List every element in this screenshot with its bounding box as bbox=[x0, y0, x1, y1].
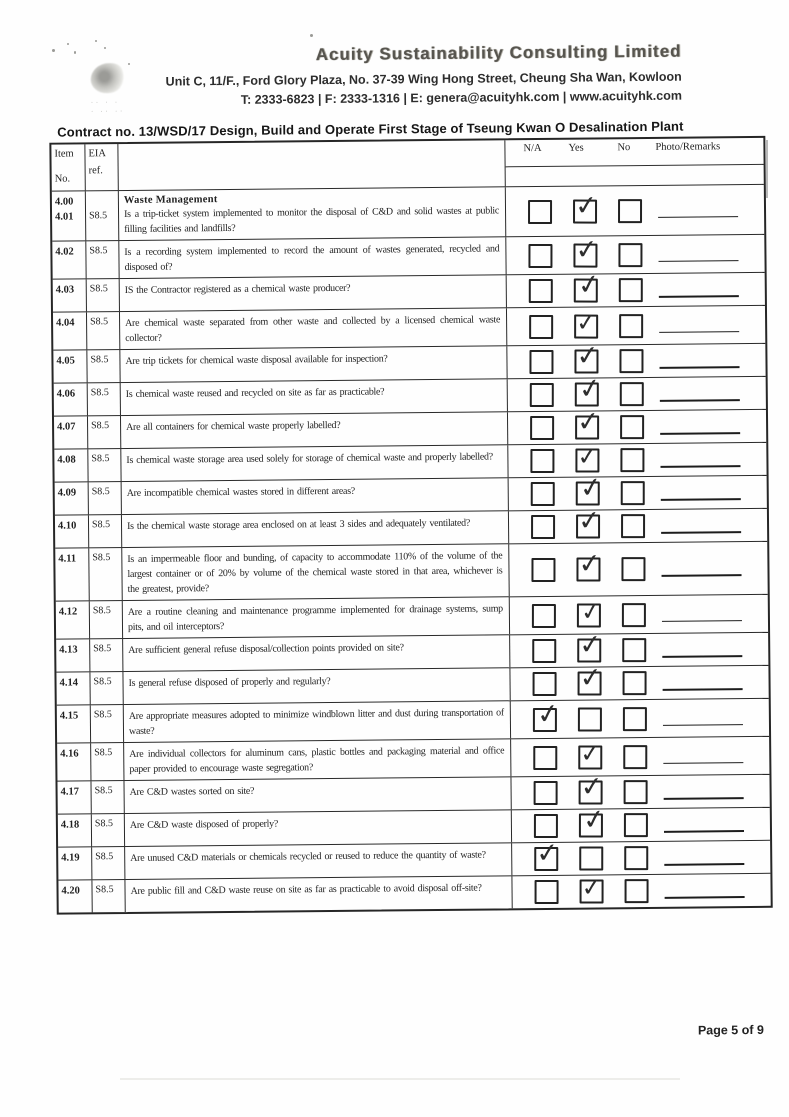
eia-ref: S8.5 bbox=[94, 818, 114, 830]
remarks-line[interactable] bbox=[662, 574, 742, 576]
checkbox-no[interactable] bbox=[618, 199, 642, 223]
eia-ref: S8.5 bbox=[91, 486, 110, 498]
checkbox-no[interactable] bbox=[621, 514, 645, 538]
answer-cell bbox=[507, 267, 765, 307]
item-no: 4.18 bbox=[60, 819, 80, 831]
question-text: Is chemical waste storage area used solely for storage of chemical waste and properly labelled? bbox=[126, 451, 493, 466]
eia-ref: S8.5 bbox=[93, 709, 112, 721]
table-row bbox=[57, 736, 769, 781]
item-no: 4.20 bbox=[61, 885, 80, 897]
item-no-above: 4.00 bbox=[54, 196, 74, 208]
answer-cell bbox=[507, 306, 765, 345]
checkbox-yes[interactable] bbox=[579, 847, 603, 871]
question-cell bbox=[121, 379, 508, 415]
eia-ref-cell bbox=[91, 705, 124, 742]
question-text: Are C&D wastes sorted on site? bbox=[129, 785, 255, 798]
table-row bbox=[55, 541, 767, 601]
table-row bbox=[54, 442, 766, 482]
answer-cell bbox=[506, 185, 764, 236]
item-no-cell bbox=[57, 781, 91, 813]
eia-ref-cell bbox=[90, 639, 123, 671]
checkbox-yes[interactable] bbox=[574, 267, 603, 303]
eia-ref: S8.5 bbox=[89, 210, 108, 222]
question-cell bbox=[121, 412, 508, 448]
checkbox-na[interactable] bbox=[531, 515, 555, 539]
item-no: 4.09 bbox=[57, 487, 77, 499]
photo-remarks-column-label: Photo/Remarks bbox=[655, 141, 721, 153]
checkbox-yes[interactable] bbox=[573, 189, 599, 223]
remarks-line[interactable] bbox=[664, 830, 744, 832]
checkbox-na[interactable] bbox=[533, 745, 557, 769]
table-row bbox=[57, 770, 769, 814]
table-row bbox=[52, 184, 764, 241]
question-cell bbox=[122, 478, 509, 514]
eia-ref: S8.5 bbox=[94, 785, 113, 797]
checkbox-no[interactable] bbox=[625, 879, 649, 903]
checkbox-yes[interactable] bbox=[580, 872, 604, 904]
item-no: 4.02 bbox=[55, 246, 74, 258]
table-row bbox=[52, 234, 764, 279]
checkbox-yes[interactable] bbox=[575, 405, 602, 440]
item-no-cell bbox=[54, 449, 88, 481]
question-text: Are a routine cleaning and maintenance programme implemented for drainage systems, sump pits, and oil interceptors? bbox=[127, 603, 503, 633]
item-no-cell bbox=[53, 312, 87, 349]
answer-cell bbox=[511, 696, 769, 738]
company-name: Acuity Sustainability Consulting Limited bbox=[315, 41, 682, 65]
yes-column-label: Yes bbox=[568, 142, 584, 154]
table-row bbox=[54, 405, 766, 449]
eia-ref: S8.5 bbox=[92, 552, 111, 564]
checkbox-no[interactable] bbox=[620, 382, 644, 406]
question-text: Is an impermeable floor and bunding, of capacity to accommodate 110% of the volume of the largest container or of 20% by volume of the chemical waste stored in that area, whichever is the greatest, provide? bbox=[127, 550, 503, 595]
checkbox-yes[interactable] bbox=[579, 802, 608, 838]
question-cell bbox=[123, 635, 510, 671]
checkbox-yes[interactable] bbox=[577, 595, 604, 627]
question-cell bbox=[123, 668, 510, 704]
checkbox-yes[interactable] bbox=[576, 470, 605, 506]
checkbox-yes[interactable] bbox=[578, 707, 602, 731]
question-text: Are public fill and C&D waste reuse on site as far as practicable to avoid disposal off-site? bbox=[130, 882, 482, 897]
question-cell bbox=[124, 701, 511, 742]
checkmark-icon: ✓ bbox=[575, 339, 601, 373]
company-logo-stamp-icon: ·· · · · ·· ·· bbox=[91, 63, 133, 103]
question-cell bbox=[125, 876, 512, 912]
question-text: Are appropriate measures adopted to minimize windblown litter and dust during transportation of waste? bbox=[128, 707, 504, 737]
question-cell bbox=[119, 187, 506, 240]
letterhead bbox=[150, 42, 682, 112]
eia-ref-cell bbox=[90, 601, 123, 638]
remarks-line[interactable] bbox=[663, 762, 743, 764]
remarks-line[interactable] bbox=[660, 465, 740, 467]
remarks-line[interactable] bbox=[659, 260, 739, 262]
remarks-line[interactable] bbox=[661, 498, 741, 500]
question-cell bbox=[123, 597, 510, 638]
remarks-line[interactable] bbox=[658, 216, 738, 218]
item-no-cell bbox=[58, 814, 92, 846]
item-no-cell bbox=[57, 705, 91, 742]
checkbox-na[interactable] bbox=[534, 781, 558, 805]
checkmark-icon: ✓ bbox=[575, 405, 602, 439]
section-heading: Waste Management bbox=[123, 194, 218, 206]
question-text: Are chemical waste separated from other waste and collected by a licensed chemical waste collector? bbox=[125, 314, 501, 344]
item-no: 4.01 bbox=[55, 211, 74, 223]
eia-ref-cell bbox=[92, 880, 125, 912]
eia-ref-cell bbox=[92, 847, 125, 879]
table-row bbox=[55, 470, 767, 515]
checkbox-no[interactable] bbox=[619, 314, 643, 338]
checkmark-icon: ✓ bbox=[574, 307, 598, 337]
checkbox-na[interactable] bbox=[531, 558, 555, 582]
eia-ref: S8.5 bbox=[91, 420, 110, 432]
item-no: 4.15 bbox=[59, 710, 79, 722]
eia-ref: S8.5 bbox=[89, 283, 108, 295]
item-no: 4.07 bbox=[57, 421, 76, 433]
table-row bbox=[53, 267, 765, 312]
question-text: Are unused C&D materials or chemicals recycled or reused to reduce the quantity of waste? bbox=[130, 849, 486, 864]
item-no: 4.13 bbox=[59, 644, 78, 656]
question-text: Are trip tickets for chemical waste disposal available for inspection? bbox=[125, 353, 388, 367]
checkmark-icon: ✓ bbox=[578, 661, 604, 695]
item-no: 4.03 bbox=[55, 284, 75, 296]
checkmark-icon: ✓ bbox=[576, 504, 602, 538]
checkbox-no[interactable] bbox=[621, 481, 645, 505]
scan-edge-artifact bbox=[766, 140, 768, 198]
eia-ref: S8.5 bbox=[90, 387, 109, 399]
table-row bbox=[56, 594, 768, 639]
checkbox-yes[interactable] bbox=[577, 628, 604, 663]
checkbox-no[interactable] bbox=[624, 846, 648, 870]
checkmark-icon: ✓ bbox=[575, 267, 603, 303]
checkbox-no[interactable] bbox=[624, 813, 648, 837]
answer-cell bbox=[506, 235, 764, 274]
question-column-header bbox=[118, 140, 505, 190]
remarks-line[interactable] bbox=[660, 432, 740, 434]
item-no: 4.16 bbox=[60, 748, 79, 760]
question-text: Are incompatible chemical wastes stored in different areas? bbox=[126, 485, 355, 499]
checkmark-icon: ✓ bbox=[576, 371, 604, 407]
checkmark-icon: ✓ bbox=[573, 189, 599, 222]
checkbox-yes[interactable] bbox=[576, 504, 602, 539]
question-cell bbox=[125, 810, 512, 846]
na-column-label: N/A bbox=[523, 142, 542, 155]
checkmark-icon: ✓ bbox=[574, 233, 600, 266]
checkbox-na[interactable] bbox=[535, 880, 559, 904]
checkbox-na[interactable] bbox=[528, 243, 552, 267]
company-contact-line: T: 2333-6823 | F: 2333-1316 | E: genera@acuityhk.com | www.acuityhk.com bbox=[240, 88, 683, 108]
eia-ref-cell bbox=[88, 383, 121, 415]
eia-ref: S8.5 bbox=[90, 354, 109, 366]
answer-cell bbox=[510, 628, 768, 667]
checkmark-icon: ✓ bbox=[577, 628, 604, 662]
question-text: Is a recording system implemented to record the amount of wastes generated, recycled and disposed of? bbox=[124, 243, 500, 273]
answer-cell bbox=[508, 371, 766, 411]
answer-cell bbox=[510, 595, 768, 634]
checkmark-icon: ✓ bbox=[577, 470, 605, 506]
checkmark-icon: ✓ bbox=[579, 738, 602, 768]
checkbox-no[interactable] bbox=[619, 278, 643, 302]
table-row bbox=[58, 837, 770, 880]
checkmark-icon: ✓ bbox=[576, 441, 599, 472]
eia-ref: S8.5 bbox=[91, 453, 110, 465]
item-no-cell bbox=[54, 416, 88, 448]
scan-bottom-artifact bbox=[120, 1078, 680, 1080]
answer-cell bbox=[507, 339, 765, 378]
question-cell bbox=[119, 237, 506, 278]
checklist-table bbox=[49, 136, 772, 915]
eia-ref-cell bbox=[89, 515, 122, 547]
eia-ref-cell bbox=[87, 279, 120, 311]
checkmark-icon: ✓ bbox=[580, 872, 603, 903]
question-cell bbox=[122, 511, 509, 547]
item-no-cell bbox=[58, 880, 92, 912]
checkbox-na[interactable] bbox=[529, 279, 553, 303]
eia-ref-cell bbox=[89, 482, 122, 514]
table-row bbox=[53, 305, 765, 350]
checkbox-no[interactable] bbox=[623, 707, 647, 731]
question-text: Is general refuse disposed of properly and regularly? bbox=[128, 676, 331, 689]
checkbox-na[interactable] bbox=[530, 449, 554, 473]
no-column-label: No bbox=[617, 142, 631, 154]
checkbox-na[interactable] bbox=[532, 639, 556, 663]
item-no: 4.08 bbox=[57, 454, 76, 466]
table-body bbox=[52, 184, 771, 913]
eia-ref-cell bbox=[91, 781, 124, 813]
item-no-cell bbox=[56, 601, 90, 638]
checkbox-yes[interactable] bbox=[576, 547, 603, 582]
item-no-cell bbox=[55, 482, 89, 514]
checkbox-no[interactable] bbox=[618, 243, 642, 267]
item-no: 4.12 bbox=[58, 606, 78, 618]
eia-ref-cell bbox=[91, 743, 124, 780]
checkmark-icon: ✓ bbox=[534, 696, 562, 732]
answer-cell bbox=[508, 405, 766, 444]
question-cell bbox=[124, 777, 511, 813]
remarks-line[interactable] bbox=[660, 399, 740, 401]
question-cell bbox=[120, 346, 507, 382]
checkmark-icon: ✓ bbox=[577, 547, 603, 581]
eia-ref: S8.5 bbox=[89, 245, 108, 257]
remarks-line[interactable] bbox=[664, 797, 744, 799]
item-no-cell bbox=[56, 639, 90, 671]
remarks-line[interactable] bbox=[664, 863, 744, 865]
remarks-line[interactable] bbox=[662, 655, 742, 657]
answer-cell bbox=[509, 542, 767, 596]
checkbox-yes[interactable] bbox=[579, 770, 605, 805]
eia-ref: S8.5 bbox=[95, 851, 114, 863]
checkbox-no[interactable] bbox=[620, 415, 644, 439]
answer-cell bbox=[509, 504, 767, 543]
eia-ref: S8.5 bbox=[91, 519, 111, 531]
eia-ref-cell bbox=[88, 416, 121, 448]
checkbox-yes[interactable] bbox=[578, 661, 604, 696]
answer-cell bbox=[509, 470, 767, 510]
item-no: 4.10 bbox=[57, 520, 77, 532]
checkbox-yes[interactable] bbox=[578, 738, 602, 769]
checkmark-icon: ✓ bbox=[579, 770, 605, 804]
answer-cell bbox=[510, 661, 768, 700]
eia-ref: S8.5 bbox=[93, 643, 112, 655]
checkbox-na[interactable] bbox=[529, 314, 553, 338]
checkbox-yes[interactable] bbox=[575, 441, 599, 473]
checkbox-no[interactable] bbox=[623, 671, 647, 695]
table-row bbox=[58, 873, 770, 913]
item-no: 4.14 bbox=[59, 677, 78, 689]
remarks-line[interactable] bbox=[665, 896, 745, 898]
checkbox-na[interactable] bbox=[529, 350, 553, 374]
item-no: 4.06 bbox=[56, 388, 76, 400]
checkbox-no[interactable] bbox=[619, 349, 643, 373]
item-no-cell bbox=[55, 515, 89, 547]
checkbox-na[interactable] bbox=[533, 696, 562, 732]
checkbox-na[interactable] bbox=[532, 603, 556, 627]
checkbox-na[interactable] bbox=[531, 482, 555, 506]
question-cell bbox=[122, 544, 509, 600]
item-no-cell bbox=[52, 191, 86, 240]
item-no-cell bbox=[55, 548, 89, 600]
item-no: 4.17 bbox=[60, 786, 80, 798]
checkbox-no[interactable] bbox=[624, 780, 648, 804]
question-text: Is a trip-ticket system implemented to monitor the disposal of C&D and solid wastes at public filling facilities and landfills? bbox=[123, 205, 500, 235]
remarks-line[interactable] bbox=[660, 366, 740, 368]
eia-ref-cell bbox=[86, 241, 119, 278]
question-text: Are sufficient general refuse disposal/collection points provided on site? bbox=[128, 642, 404, 656]
eia-ref: S8.5 bbox=[93, 676, 112, 688]
eia-ref: S8.5 bbox=[92, 605, 111, 617]
remarks-line[interactable] bbox=[663, 724, 743, 726]
table-row bbox=[53, 339, 765, 383]
item-no-cell bbox=[54, 383, 88, 415]
checkmark-icon: ✓ bbox=[534, 837, 561, 870]
checkbox-na[interactable] bbox=[530, 383, 554, 407]
eia-ref-cell bbox=[88, 449, 121, 481]
checkmark-icon: ✓ bbox=[578, 595, 604, 627]
checkmark-icon: ✓ bbox=[580, 802, 608, 838]
eia-ref-cell bbox=[89, 548, 122, 600]
question-text: Is the chemical waste storage area enclosed on at least 3 sides and adequately ventilated? bbox=[126, 517, 471, 532]
remarks-line[interactable] bbox=[661, 531, 741, 533]
table-row bbox=[55, 504, 767, 548]
answer-cell bbox=[512, 874, 770, 908]
eia-ref-cell bbox=[87, 312, 120, 349]
item-no-cell bbox=[53, 350, 87, 382]
checkbox-na[interactable] bbox=[528, 199, 552, 223]
eia-ref: S8.5 bbox=[95, 884, 114, 896]
company-address: Unit C, 11/F., Ford Glory Plaza, No. 37-39 Wing Hong Street, Cheung Sha Wan, Kowloon bbox=[165, 69, 682, 89]
question-cell bbox=[120, 308, 507, 349]
remarks-line[interactable] bbox=[663, 688, 743, 690]
checkbox-na[interactable] bbox=[533, 672, 557, 696]
remarks-line[interactable] bbox=[659, 331, 739, 333]
table-row bbox=[57, 698, 769, 743]
eia-ref: S8.5 bbox=[94, 747, 113, 759]
answer-cell bbox=[512, 837, 770, 875]
checkbox-na[interactable] bbox=[534, 814, 558, 838]
checkbox-yes[interactable] bbox=[573, 233, 600, 267]
item-no-cell bbox=[56, 672, 90, 704]
item-no: 4.11 bbox=[58, 553, 77, 565]
eia-ref-cell bbox=[92, 814, 125, 846]
checkbox-no[interactable] bbox=[620, 448, 644, 472]
question-text: Are C&D waste disposed of properly? bbox=[129, 818, 279, 831]
table-row bbox=[56, 628, 768, 672]
eia-ref-cell bbox=[87, 350, 120, 382]
item-no: 4.05 bbox=[56, 355, 75, 367]
question-text: Is chemical waste reused and recycled on site as far as practicable? bbox=[125, 386, 385, 400]
checkbox-na[interactable] bbox=[534, 837, 561, 871]
eia-ref-cell bbox=[90, 672, 123, 704]
table-row bbox=[54, 371, 766, 416]
answer-cell bbox=[511, 770, 769, 809]
table-row bbox=[58, 802, 770, 847]
item-no: 4.04 bbox=[56, 317, 75, 329]
remarks-line[interactable] bbox=[659, 295, 739, 297]
item-no-cell bbox=[58, 847, 92, 879]
question-text: Are all containers for chemical waste properly labelled? bbox=[126, 419, 341, 433]
eia-ref-cell bbox=[86, 191, 119, 240]
item-no-cell bbox=[53, 279, 87, 311]
checkbox-no[interactable] bbox=[621, 557, 645, 581]
eia-ref: S8.5 bbox=[90, 316, 109, 328]
question-cell bbox=[120, 275, 507, 311]
table-header-row bbox=[51, 138, 763, 191]
item-no-cell bbox=[52, 241, 86, 278]
checkbox-yes[interactable] bbox=[575, 371, 604, 407]
item-no-header: Item No. bbox=[51, 144, 85, 190]
answer-cell bbox=[512, 802, 770, 842]
question-text: Are individual collectors for aluminum cans, plastic bottles and packaging material and office paper provided to encourage waste segregation? bbox=[129, 745, 505, 775]
remarks-line[interactable] bbox=[662, 620, 742, 622]
question-text: IS the Contractor registered as a chemical waste producer? bbox=[124, 282, 351, 296]
question-cell bbox=[125, 843, 512, 879]
checkbox-na[interactable] bbox=[530, 416, 554, 440]
checkbox-yes[interactable] bbox=[574, 339, 601, 374]
question-cell bbox=[121, 445, 508, 481]
item-no: 4.19 bbox=[61, 852, 80, 864]
answer-cell bbox=[511, 737, 769, 776]
item-no-cell bbox=[57, 743, 91, 780]
eia-ref-header: EIA ref. bbox=[85, 144, 118, 190]
checkbox-no[interactable] bbox=[622, 638, 646, 662]
checkbox-no[interactable] bbox=[622, 603, 646, 627]
checkbox-no[interactable] bbox=[623, 745, 647, 769]
checkbox-yes[interactable] bbox=[574, 307, 598, 338]
page-number: Page 5 of 9 bbox=[697, 1022, 764, 1038]
question-cell bbox=[124, 739, 511, 780]
answer-column-headers bbox=[505, 138, 763, 186]
answer-cell bbox=[508, 443, 766, 477]
contract-title: Contract no. 13/WSD/17 Design, Build and Operate First Stage of Tseung Kwan O Desalination Plant bbox=[57, 118, 684, 140]
table-row bbox=[56, 661, 768, 705]
